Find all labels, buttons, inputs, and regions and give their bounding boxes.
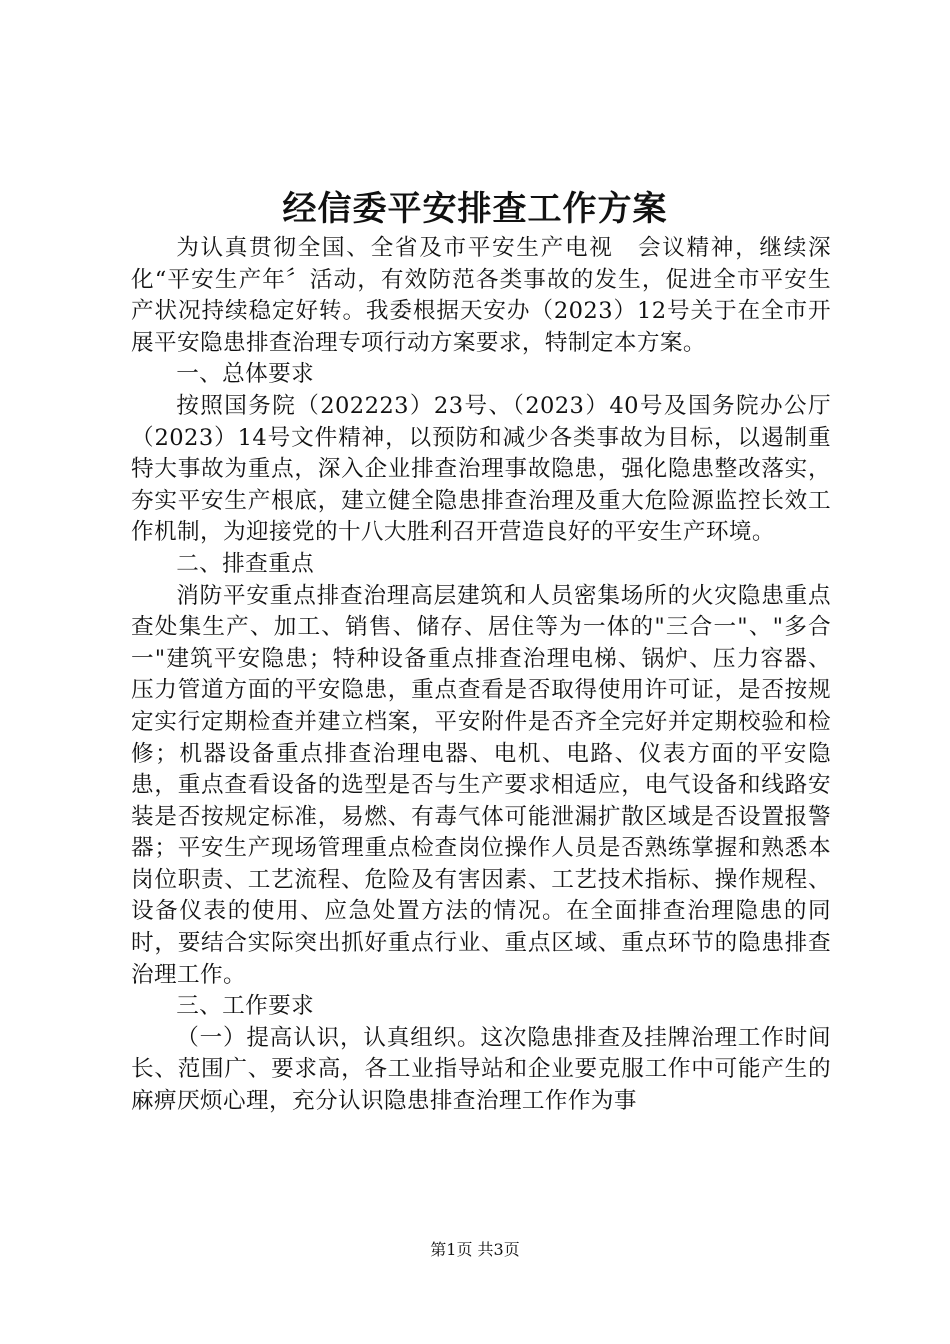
section-heading-2: 二、排查重点 (176, 550, 315, 577)
paragraph-intro: 为认真贯彻全国、全省及市平安生产电视 会议精神，继续深化“平安生产年〞活动，有效防范各类事故的发生，促进全市平安生产状况持续稳定好转。我委根据天安办（2023）12号关于在全市开展平安隐患排查治理专项行动方案要求，特制定本方案。 (131, 235, 831, 356)
page-footer: 第1页 共3页 (430, 1240, 520, 1259)
document-title: 经信委平安排查工作方案 (282, 189, 668, 229)
paragraph-general-requirements: 按照国务院（202223）23号、（2023）40号及国务院办公厅（2023）14号文件精神，以预防和减少各类事故为目标，以遏制重特大事故为重点，深入企业排查治理事故隐患，强化隐患整改落实，夯实平安生产根底，建立健全隐患排查治理及重大危险源监控长效工作机制，为迎接党的十八大胜利召开营造良好的平安生产环境。 (131, 392, 831, 546)
paragraph-work-requirements-1: （一）提高认识，认真组织。这次隐患排查及挂牌治理工作时间长、范围广、要求高，各工业指导站和企业要克服工作中可能产生的麻痹厌烦心理，充分认识隐患排查治理工作作为事 (131, 1024, 831, 1115)
section-heading-1: 一、总体要求 (176, 361, 315, 388)
paragraph-inspection-focus: 消防平安重点排查治理高层建筑和人员密集场所的火灾隐患重点查处集生产、加工、销售、储存、居住等为一体的"三合一"、"多合一"建筑平安隐患；特种设备重点排查治理电梯、锅炉、压力容器、压力管道方面的平安隐患，重点查看是否取得使用许可证，是否按规定实行定期检查并建立档案，平安附件是否齐全完好并定期校验和检修；机器设备重点排查治理电器、电机、电路、仪表方面的平安隐患，重点查看设备的选型是否与生产要求相适应，电气设备和线路安装是否按规定标准，易燃、有毒气体可能泄漏扩散区域是否设置报警器；平安生产现场管理重点检查岗位操作人员是否熟练掌握和熟悉本岗位职责、工艺流程、危险及有害因素、工艺技术指标、操作规程、设备仪表的使用、应急处置方法的情况。在全面排查治理隐患的同时，要结合实际突出抓好重点行业、重点区域、重点环节的隐患排查治理工作。 (131, 582, 831, 988)
section-heading-3: 三、工作要求 (176, 993, 315, 1020)
document-body (131, 233, 831, 1118)
